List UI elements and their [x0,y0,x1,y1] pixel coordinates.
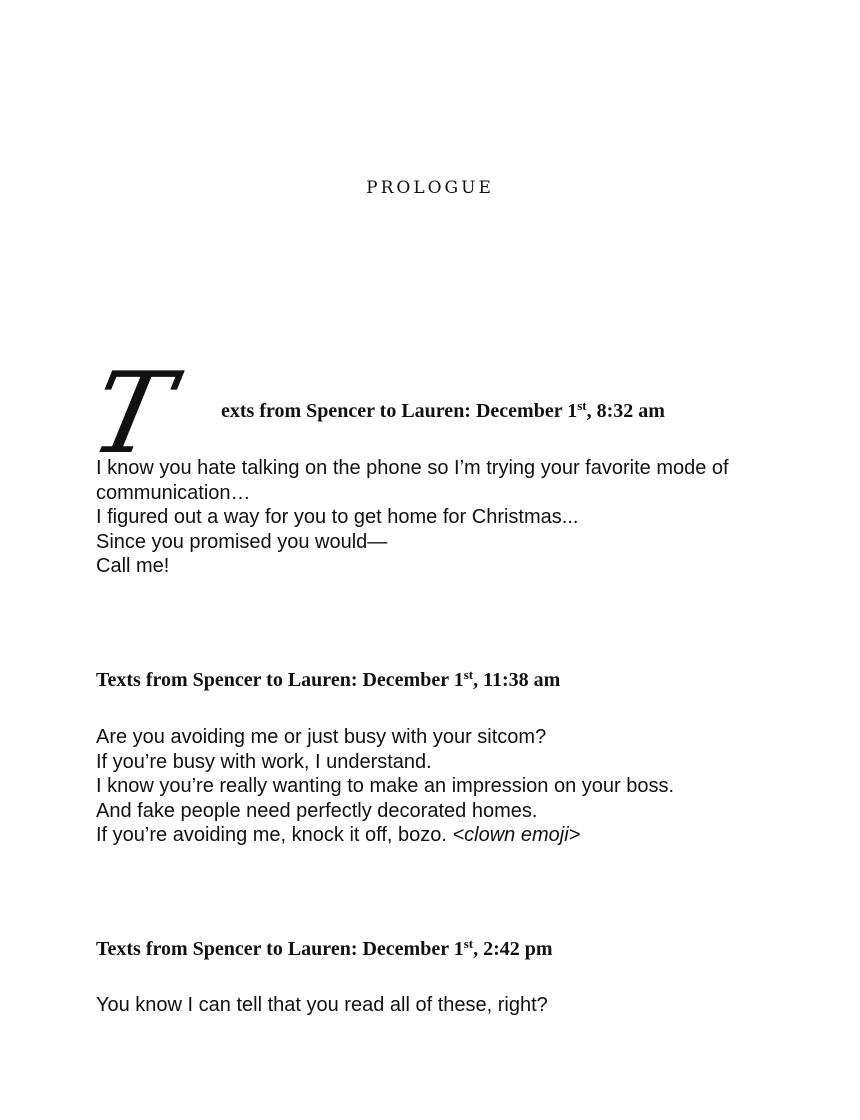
heading-ordinal-suffix: st [463,936,474,951]
message-text: If you’re avoiding me, knock it off, bozo. [96,824,453,846]
section-heading-3 [96,938,553,961]
heading-time: , 11:38 am [473,669,561,691]
message-line: I know you’re really wanting to make an impression on your boss. [96,775,675,797]
heading-ordinal-suffix: st [577,398,587,413]
heading-ordinal-suffix: st [463,667,474,682]
heading-text: Texts from Spencer to Lauren: December 1 [96,938,464,960]
message-block-1 [96,456,766,579]
message-line: Are you avoiding me or just busy with your sitcom? [96,726,547,748]
message-line: I figured out a way for you to get home for Christmas... [96,506,579,528]
message-line: Call me! [96,555,170,577]
message-line-with-emoji [96,823,766,848]
message-line: I know you hate talking on the phone so I’m trying your favorite mode of communication… [96,457,729,504]
message-line: If you’re busy with work, I understand. [96,750,432,773]
heading-time: , 8:32 am [586,400,665,422]
emoji-note: <clown emoji> [452,824,581,846]
message-line: You know I can tell that you read all of these, right? [96,994,548,1016]
section-heading-1 [221,400,665,423]
message-block-3 [96,993,766,1018]
message-line: And fake people need perfectly decorated homes. [96,799,538,822]
heading-time: , 2:42 pm [473,938,553,960]
message-block-2 [96,725,766,848]
heading-text: exts from Spencer to Lauren: December 1 [221,400,578,422]
section-heading-2 [96,669,560,692]
heading-text: Texts from Spencer to Lauren: December 1 [96,669,464,691]
chapter-title: PROLOGUE [366,178,494,198]
drop-cap-letter: T [80,349,183,479]
message-line: Since you promised you would— [96,530,388,553]
